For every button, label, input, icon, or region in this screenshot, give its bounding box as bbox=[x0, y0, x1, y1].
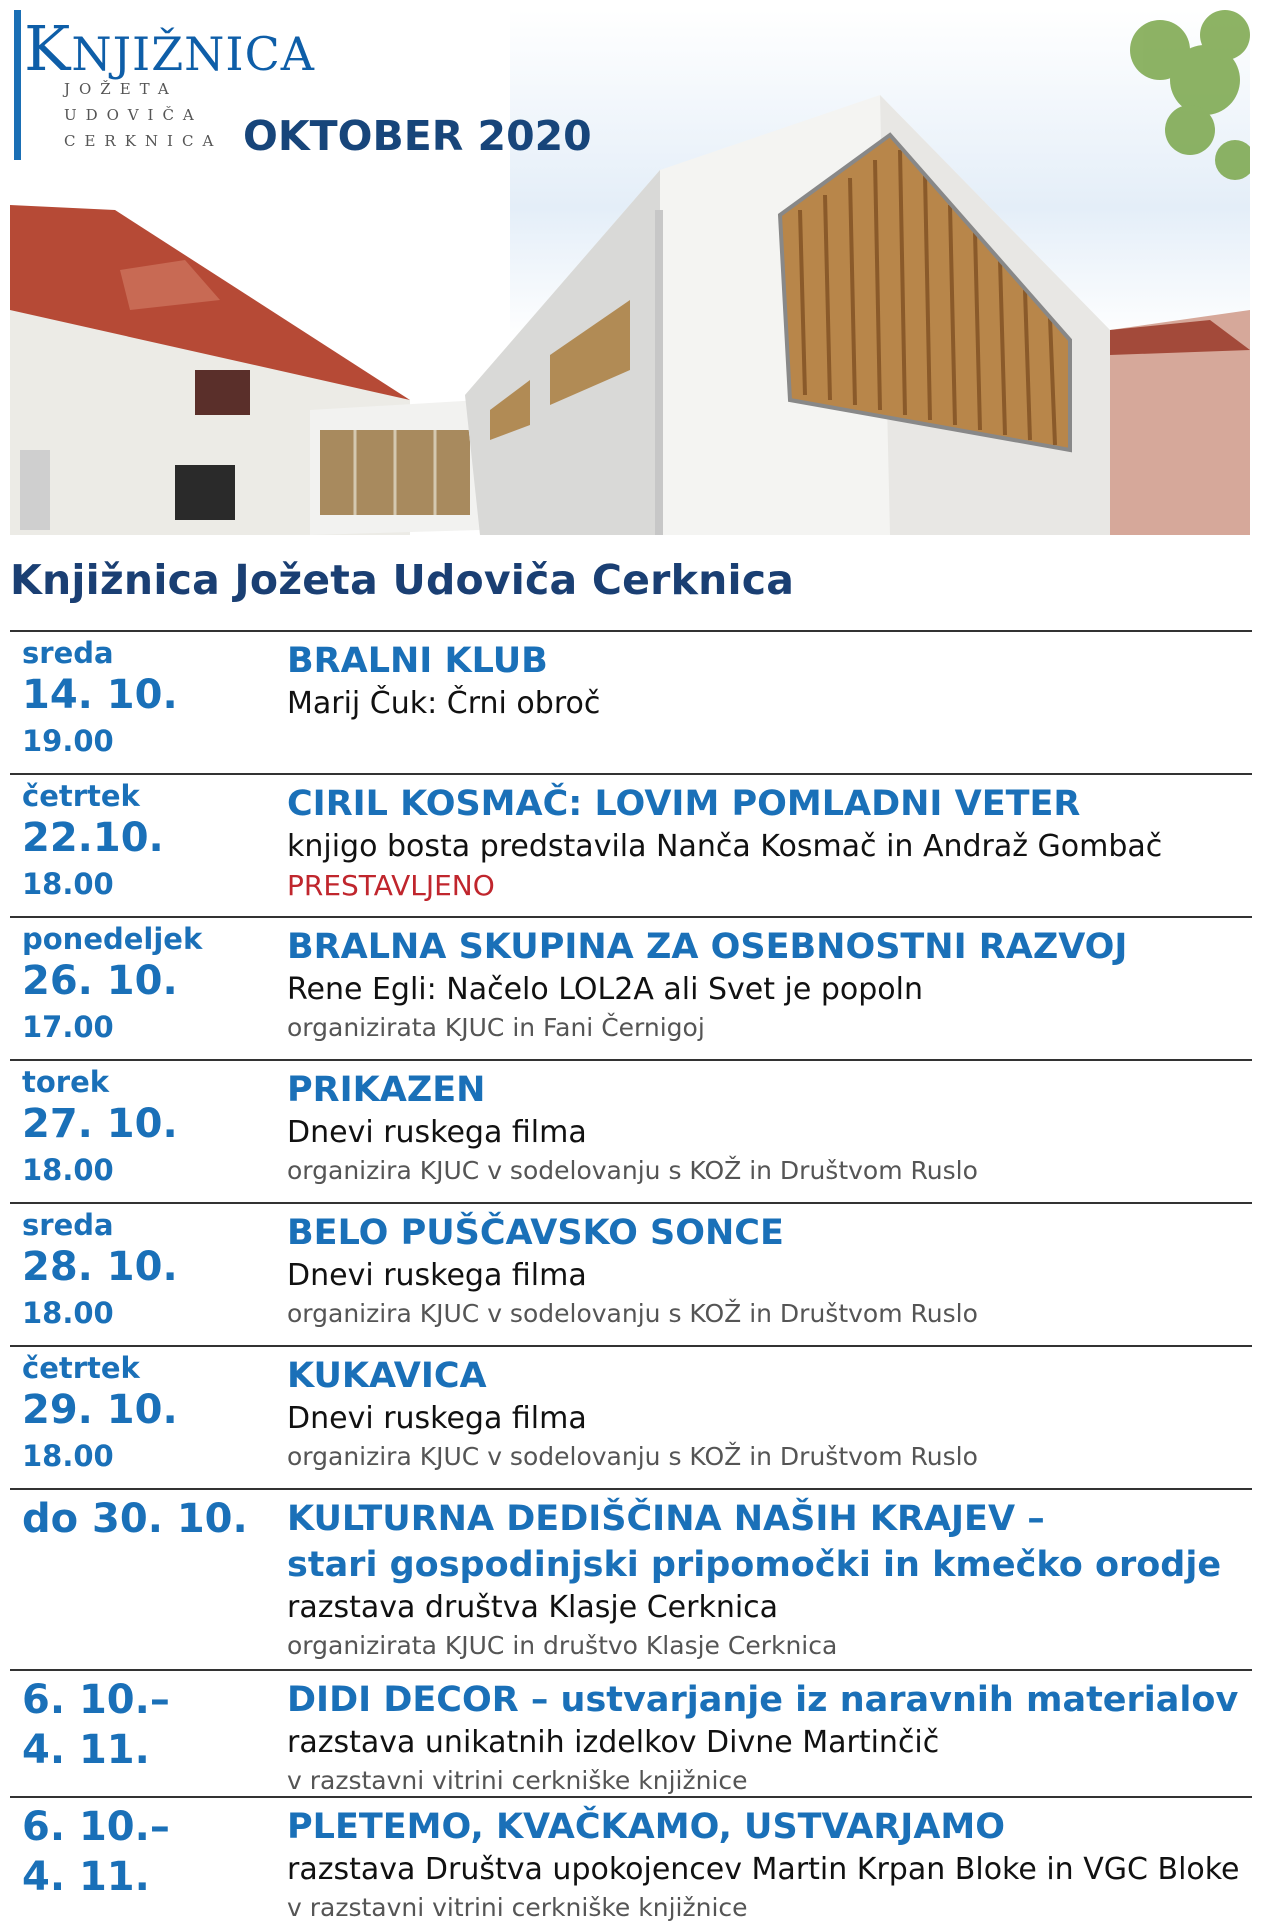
event-description: razstava Društva upokojencev Martin Krpan Bloke in VGC Bloke bbox=[287, 1852, 1240, 1887]
event-date-block bbox=[22, 922, 282, 1048]
event-row bbox=[10, 1202, 1252, 1346]
event-organizer: organizira KJUC v sodelovanju s KOŽ in Društvom Ruslo bbox=[287, 1299, 978, 1328]
event-title: BRALNI KLUB bbox=[287, 641, 548, 681]
event-details bbox=[287, 1067, 1247, 1189]
event-date-block bbox=[22, 1494, 282, 1544]
event-row bbox=[10, 773, 1252, 917]
event-title: KULTURNA DEDIŠČINA NAŠIH KRAJEV – bbox=[287, 1499, 1045, 1539]
event-time: 18.00 bbox=[22, 1296, 114, 1330]
event-date-block bbox=[22, 779, 282, 905]
library-building-photo bbox=[10, 10, 1250, 535]
event-organizer: organizirata KJUC in Fani Černigoj bbox=[287, 1013, 705, 1042]
event-description: Dnevi ruskega filma bbox=[287, 1401, 587, 1436]
event-title: KUKAVICA bbox=[287, 1356, 487, 1396]
event-date: 29. 10. bbox=[22, 1387, 178, 1433]
event-date-block bbox=[22, 1802, 282, 1902]
event-day: ponedeljek bbox=[22, 922, 203, 956]
event-time: 18.00 bbox=[22, 1439, 114, 1473]
event-date-block bbox=[22, 1675, 282, 1775]
event-description: Dnevi ruskega filma bbox=[287, 1115, 587, 1150]
event-title: DIDI DECOR – ustvarjanje iz naravnih materialov bbox=[287, 1680, 1239, 1720]
event-description: knjigo bosta predstavila Nanča Kosmač in Andraž Gombač bbox=[287, 829, 1163, 864]
event-date-block bbox=[22, 1351, 282, 1477]
event-title: PRIKAZEN bbox=[287, 1070, 486, 1110]
event-details bbox=[287, 781, 1247, 905]
event-day: četrtek bbox=[22, 1351, 140, 1385]
logo-line-3: CERKNICA bbox=[64, 132, 223, 150]
event-date-end: 4. 11. bbox=[22, 1854, 150, 1900]
event-location: v razstavni vitrini cerkniške knjižnice bbox=[287, 1766, 748, 1795]
event-row bbox=[10, 630, 1252, 774]
event-day: četrtek bbox=[22, 779, 140, 813]
event-date: do 30. 10. bbox=[22, 1496, 248, 1542]
event-description: Rene Egli: Načelo LOL2A ali Svet je popoln bbox=[287, 972, 924, 1007]
event-date-start: 6. 10.– bbox=[22, 1677, 170, 1723]
event-details bbox=[287, 1677, 1247, 1799]
event-status: PRESTAVLJENO bbox=[287, 869, 495, 902]
event-description: razstava unikatnih izdelkov Divne Martinčič bbox=[287, 1725, 940, 1760]
event-date-end: 4. 11. bbox=[22, 1727, 150, 1773]
logo-bar bbox=[14, 10, 21, 160]
event-date: 22.10. bbox=[22, 815, 164, 861]
event-details bbox=[287, 1804, 1247, 1926]
event-row bbox=[10, 1796, 1252, 1922]
event-title: BRALNA SKUPINA ZA OSEBNOSTNI RAZVOJ bbox=[287, 927, 1128, 967]
event-location: v razstavni vitrini cerkniške knjižnice bbox=[287, 1893, 748, 1922]
event-date: 14. 10. bbox=[22, 672, 178, 718]
event-date-block bbox=[22, 636, 282, 762]
logo-line-2: UDOVIČA bbox=[64, 106, 203, 124]
event-time: 19.00 bbox=[22, 724, 114, 758]
event-time: 18.00 bbox=[22, 867, 114, 901]
event-row bbox=[10, 1488, 1252, 1670]
event-time: 18.00 bbox=[22, 1153, 114, 1187]
event-organizer: organizira KJUC v sodelovanju s KOŽ in Društvom Ruslo bbox=[287, 1442, 978, 1471]
event-description: Marij Čuk: Črni obroč bbox=[287, 686, 601, 721]
event-date: 26. 10. bbox=[22, 958, 178, 1004]
logo-wordmark: KNJIŽNICA bbox=[24, 12, 315, 85]
event-details bbox=[287, 1496, 1247, 1664]
event-title: BELO PUŠČAVSKO SONCE bbox=[287, 1213, 784, 1253]
event-row bbox=[10, 1669, 1252, 1797]
event-title: CIRIL KOSMAČ: LOVIM POMLADNI VETER bbox=[287, 784, 1081, 824]
event-time: 17.00 bbox=[22, 1010, 114, 1044]
library-logo bbox=[14, 10, 315, 160]
event-date: 27. 10. bbox=[22, 1101, 178, 1147]
event-day: torek bbox=[22, 1065, 110, 1099]
header bbox=[0, 0, 1262, 540]
event-row bbox=[10, 1059, 1252, 1203]
event-day: sreda bbox=[22, 636, 114, 670]
event-row bbox=[10, 1345, 1252, 1489]
event-description: Dnevi ruskega filma bbox=[287, 1258, 587, 1293]
event-details bbox=[287, 1353, 1247, 1475]
event-date-start: 6. 10.– bbox=[22, 1804, 170, 1850]
library-name-heading: Knjižnica Jožeta Udoviča Cerknica bbox=[10, 556, 795, 604]
logo-line-1: JOŽETA bbox=[64, 80, 178, 98]
event-title: PLETEMO, KVAČKAMO, USTVARJAMO bbox=[287, 1807, 1005, 1847]
event-details bbox=[287, 1210, 1247, 1332]
event-details bbox=[287, 638, 1247, 724]
month-title: OKTOBER 2020 bbox=[243, 112, 592, 160]
event-organizer: organizira KJUC v sodelovanju s KOŽ in Društvom Ruslo bbox=[287, 1156, 978, 1185]
event-date: 28. 10. bbox=[22, 1244, 178, 1290]
event-title-line-2: stari gospodinjski pripomočki in kmečko orodje bbox=[287, 1545, 1222, 1585]
event-description: razstava društva Klasje Cerknica bbox=[287, 1590, 779, 1625]
event-date-block bbox=[22, 1065, 282, 1191]
event-date-block bbox=[22, 1208, 282, 1334]
event-row bbox=[10, 916, 1252, 1060]
event-organizer: organizirata KJUC in društvo Klasje Cerknica bbox=[287, 1631, 838, 1660]
event-day: sreda bbox=[22, 1208, 114, 1242]
event-details bbox=[287, 924, 1247, 1046]
